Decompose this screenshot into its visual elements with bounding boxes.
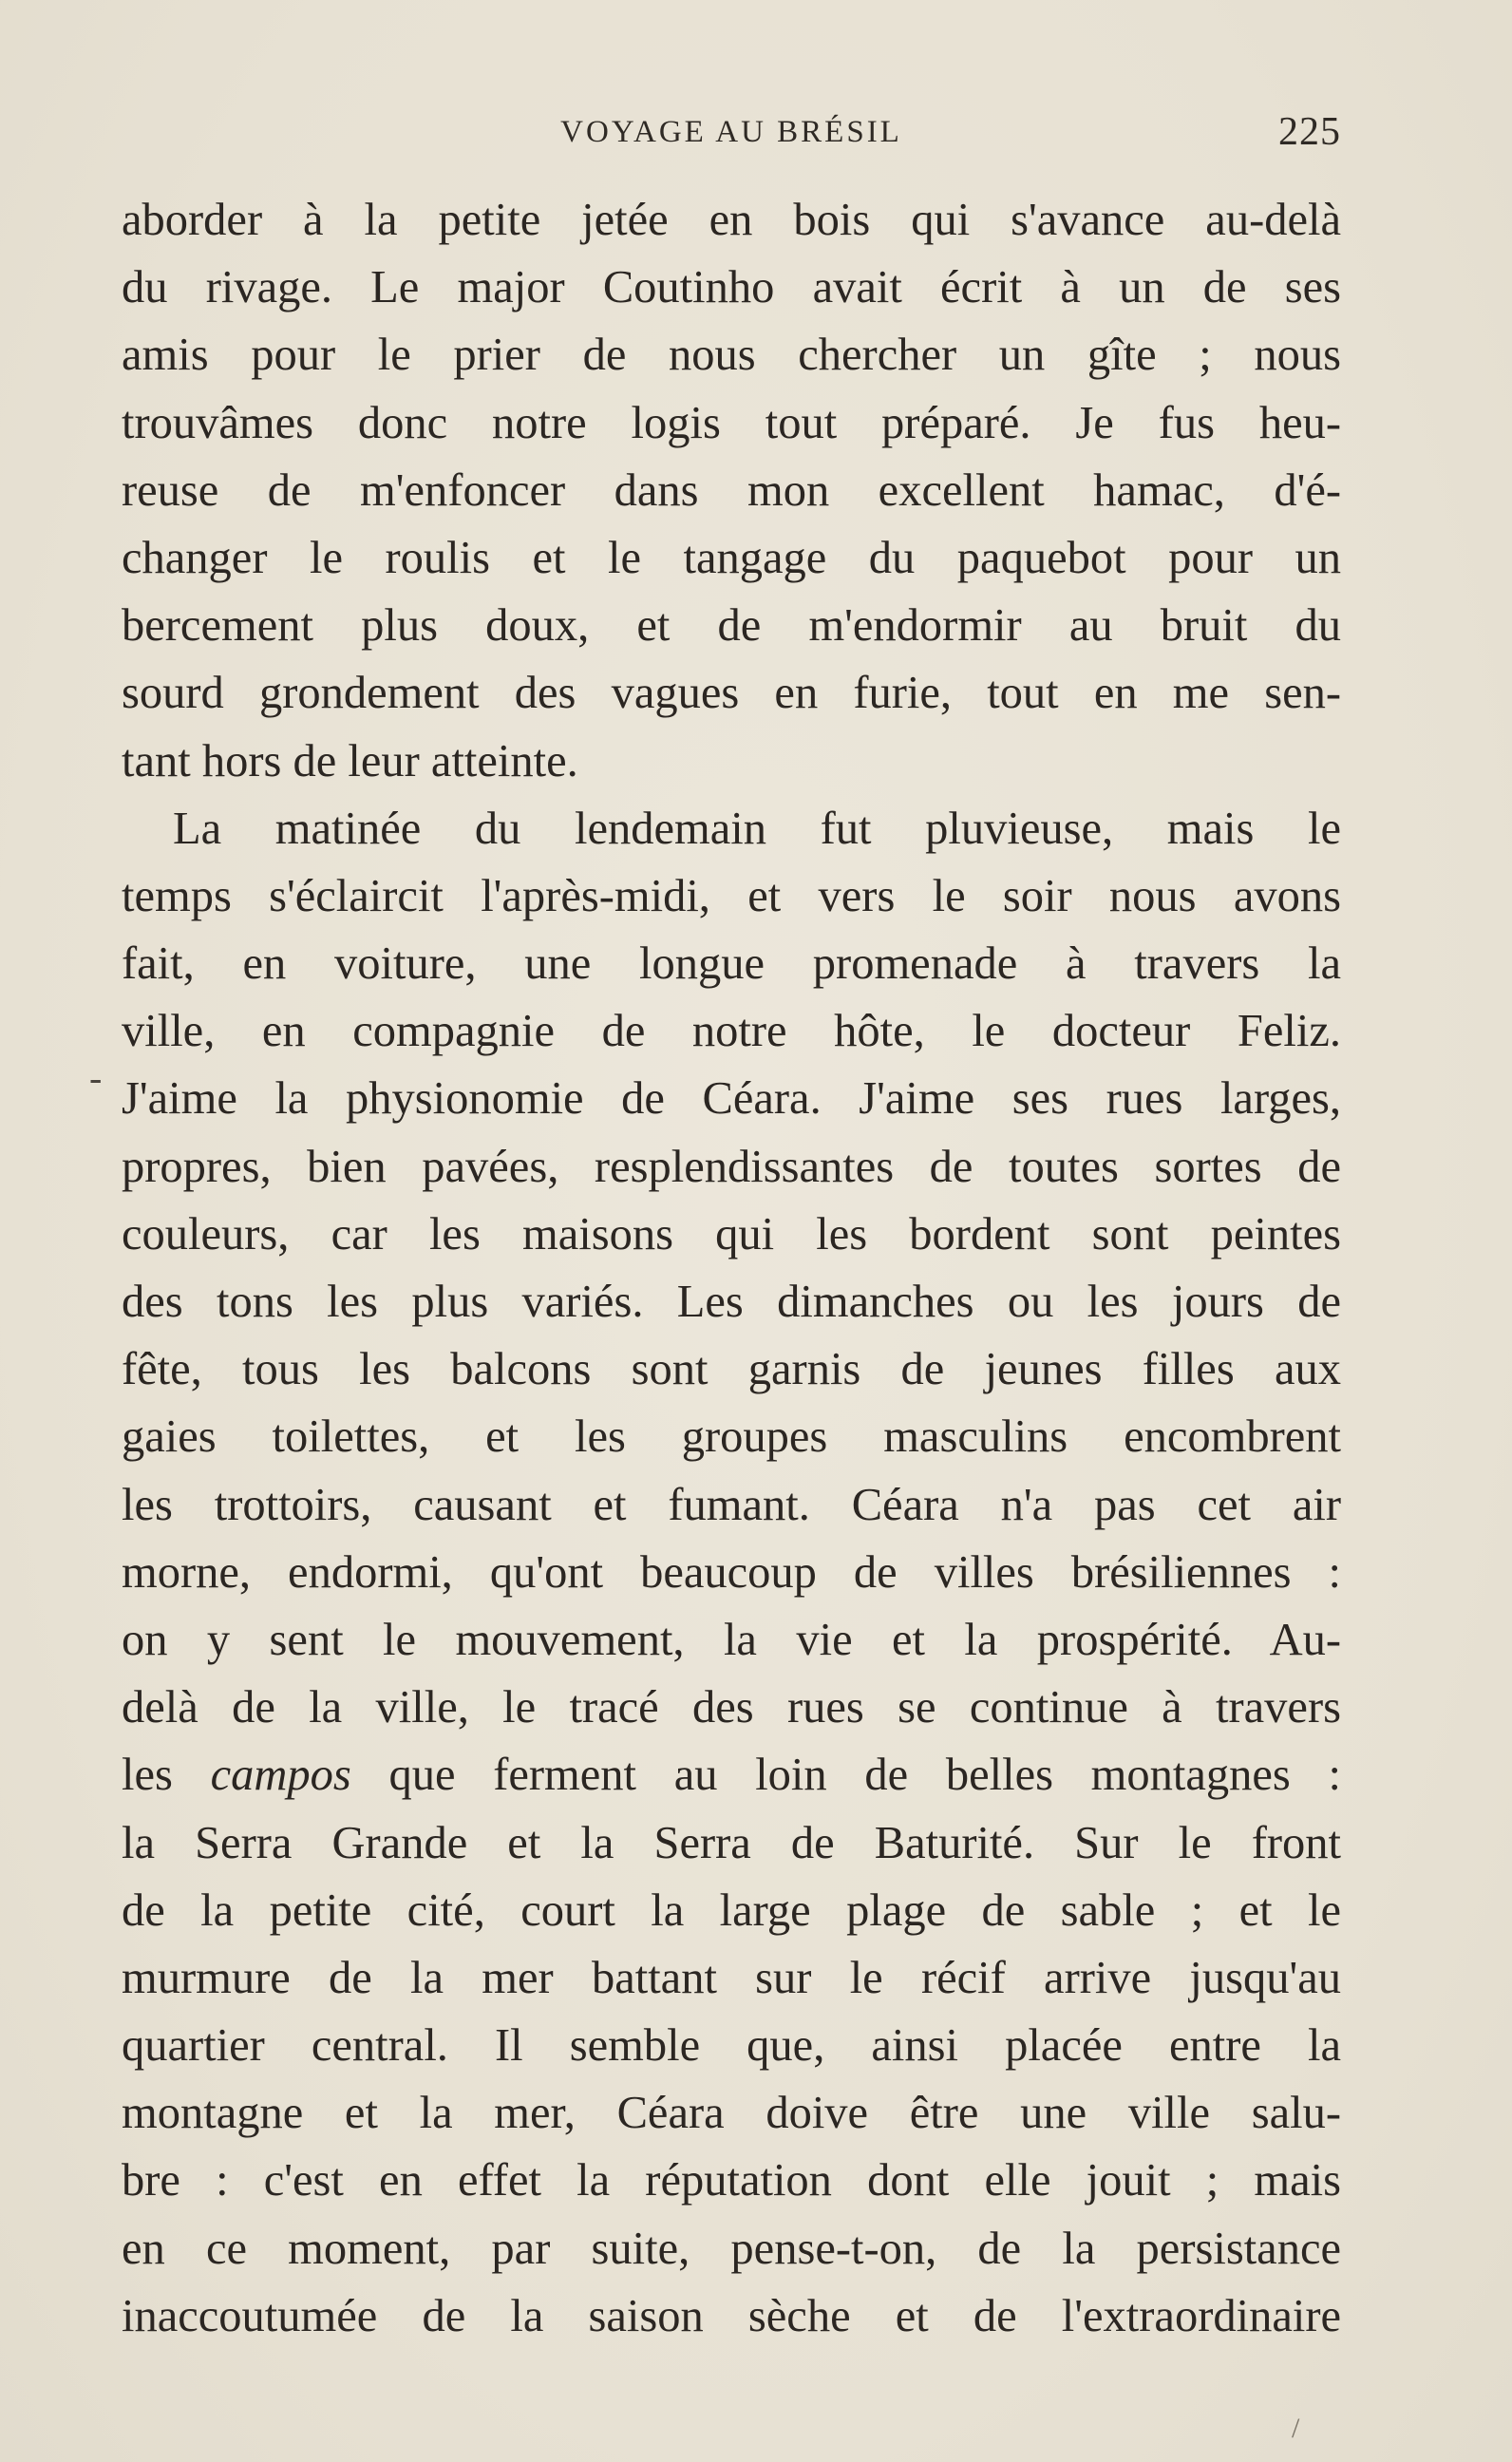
text-line: temps s'éclaircit l'après-midi, et vers le soir nous avons: [122, 870, 1341, 921]
text-line: la Serra Grande et la Serra de Baturité. Sur le front: [122, 1817, 1341, 1868]
text-line: amis pour le prier de nous chercher un gîte ; nous: [122, 330, 1341, 381]
text-line: des tons les plus variés. Les dimanches ou les jours de: [122, 1277, 1341, 1327]
text-line: fête, tous les balcons sont garnis de jeunes filles aux: [122, 1344, 1341, 1395]
text-line: trouvâmes donc notre logis tout préparé. Je fus heu-: [122, 397, 1341, 448]
text-line: on y sent le mouvement, la vie et la prospérité. Au-: [122, 1614, 1341, 1665]
text-line: montagne et la mer, Céara doive être une ville salu-: [122, 2088, 1341, 2139]
text-line: gaies toilettes, et les groupes masculins encombrent: [122, 1411, 1341, 1463]
body-text: [122, 186, 1341, 2350]
text-line: du rivage. Le major Coutinho avait écrit à un de ses: [122, 262, 1341, 313]
running-title: VOYAGE AU BRÉSIL: [560, 115, 902, 149]
italic-word: campos: [210, 1750, 351, 1801]
text-line: bre : c'est en effet la réputation dont elle jouit ; mais: [122, 2155, 1341, 2206]
text-line: murmure de la mer battant sur le récif arrive jusqu'au: [122, 1952, 1341, 2003]
text-line: changer le roulis et le tangage du paquebot pour un: [122, 532, 1341, 583]
page-header: [122, 106, 1341, 158]
text-line: de la petite cité, court la large plage de sable ; et le: [122, 1884, 1341, 1936]
text-line: reuse de m'enfoncer dans mon excellent hamac, d'é-: [122, 464, 1341, 516]
text-line: ville, en compagnie de notre hôte, le docteur Feliz.: [122, 1006, 1341, 1057]
text-span: que ferment au loin de belles montagnes :: [350, 1750, 1341, 1801]
text-line: couleurs, car les maisons qui les bordent sont peintes: [122, 1208, 1341, 1259]
text-line: inaccoutumée de la saison sèche et de l'extraordinaire: [122, 2290, 1341, 2341]
text-line: fait, en voiture, une longue promenade à travers la: [122, 938, 1341, 990]
margin-mark: -: [89, 1056, 103, 1099]
text-line-campos: [122, 1741, 1341, 1809]
text-line: La matinée du lendemain fut pluvieuse, mais le: [173, 803, 1341, 854]
page-number: 225: [1278, 110, 1341, 154]
text-line: quartier central. Il semble que, ainsi placée entre la: [122, 2020, 1341, 2072]
text-line: delà de la ville, le tracé des rues se continue à travers: [122, 1682, 1341, 1733]
text-line: en ce moment, par suite, pense-t-on, de la persistance: [122, 2223, 1341, 2274]
text-line: tant hors de leur atteinte.: [122, 735, 578, 786]
text-line: bercement plus doux, et de m'endormir au bruit du: [122, 600, 1341, 652]
corner-mark: /: [1292, 2413, 1300, 2444]
text-span: les: [122, 1750, 211, 1801]
text-line: les trottoirs, causant et fumant. Céara n'a pas cet air: [122, 1479, 1341, 1530]
text-line: sourd grondement des vagues en furie, tout en me sen-: [122, 668, 1341, 719]
text-line: J'aime la physionomie de Céara. J'aime ses rues larges,: [122, 1073, 1341, 1125]
text-line: morne, endormi, qu'ont beaucoup de villes brésiliennes :: [122, 1546, 1341, 1598]
text-line: aborder à la petite jetée en bois qui s'avance au-delà: [122, 195, 1341, 245]
text-line: propres, bien pavées, resplendissantes de toutes sortes de: [122, 1141, 1341, 1192]
